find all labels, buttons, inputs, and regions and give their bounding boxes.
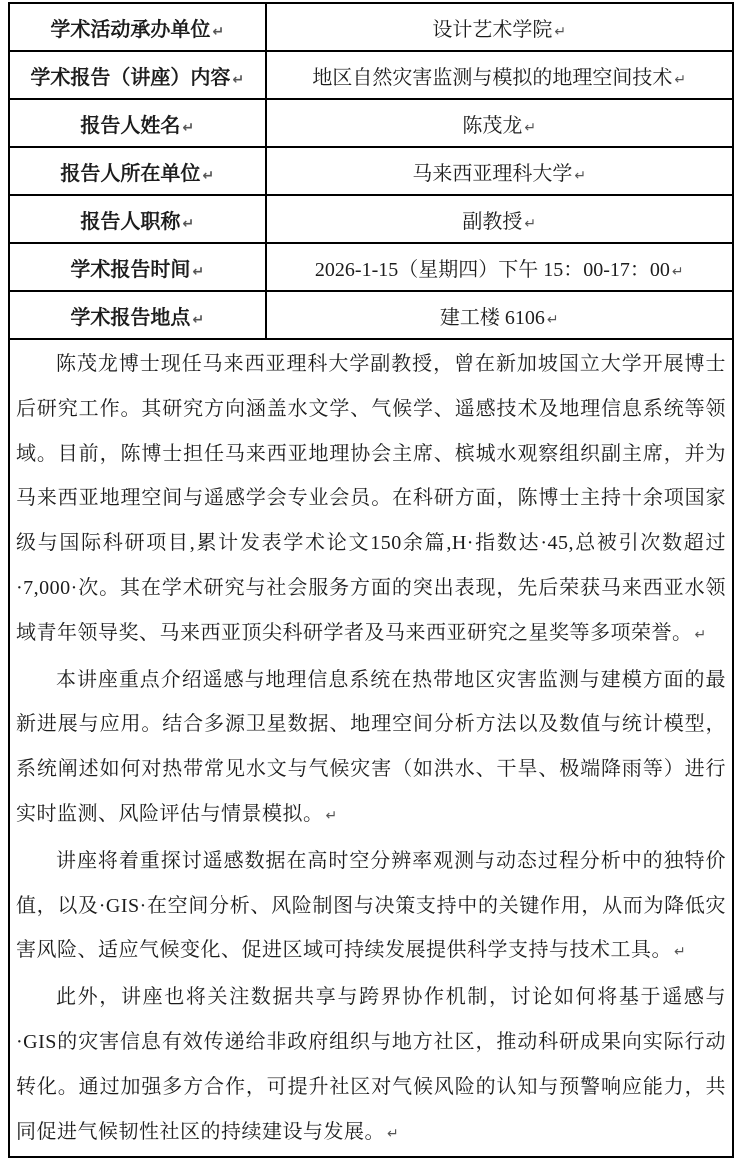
value-text: 陈茂龙 [462, 114, 523, 137]
paragraph-mark: ↵ [232, 71, 245, 88]
value-text: 马来西亚理科大学 [412, 162, 573, 185]
row-label-speaker-title [9, 195, 266, 243]
row-value-host-unit [266, 3, 733, 51]
row-value-speaker-name [266, 99, 733, 147]
value-text: 地区自然灾害监测与模拟的地理空间技术 [312, 66, 673, 89]
row-value-lecture-topic [266, 51, 733, 99]
table-row-speaker-title [9, 195, 733, 243]
lecture-collaboration-paragraph [16, 975, 726, 1156]
table-row-speaker-name [9, 99, 733, 147]
label-text: 学术报告（讲座）内容 [30, 66, 231, 89]
paragraph-mark: ↵ [694, 626, 707, 643]
label-text: 报告人姓名 [80, 114, 181, 137]
paragraph-mark: ↵ [524, 215, 537, 232]
label-text: 报告人所在单位 [60, 162, 201, 185]
paragraph-mark: ↵ [192, 311, 205, 328]
paragraph-text: 讲座将着重探讨遥感数据在高时空分辨率观测与动态过程分析中的独特价值，以及·GIS·在空间分析、风险制图与决策支持中的关键作用，从而为降低灾害风险、适应气候变化、促进区域可持续发展提供科学支持与技术工具。 [16, 849, 726, 962]
table-row-speaker-bio [9, 339, 733, 1157]
lecture-overview-paragraph [16, 658, 726, 839]
label-text: 学术报告时间 [70, 258, 191, 281]
table-row-speaker-affiliation [9, 147, 733, 195]
paragraph-mark: ↵ [182, 119, 195, 136]
paragraph-mark: ↵ [674, 71, 687, 88]
paragraph-mark: ↵ [574, 167, 587, 184]
value-text: 设计艺术学院 [432, 18, 553, 41]
label-text: 学术活动承办单位 [50, 18, 211, 41]
row-value-lecture-location [266, 291, 733, 339]
row-value-lecture-time [266, 243, 733, 291]
paragraph-mark: ↵ [202, 167, 215, 184]
row-label-lecture-location [9, 291, 266, 339]
paragraph-mark: ↵ [182, 215, 195, 232]
row-value-speaker-affiliation [266, 147, 733, 195]
row-label-lecture-topic [9, 51, 266, 99]
paragraph-mark: ↵ [192, 263, 205, 280]
paragraph-text: 本讲座重点介绍遥感与地理信息系统在热带地区灾害监测与建模方面的最新进展与应用。结合多源卫星数据、地理空间分析方法以及数值与统计模型，系统阐述如何对热带常见水文与气候灾害（如洪水、干旱、极端降雨等）进行实时监测、风险评估与情景模拟。 [16, 668, 726, 825]
lecture-info-table [8, 2, 734, 1158]
paragraph-mark: ↵ [546, 311, 559, 328]
paragraph-text: 陈茂龙博士现任马来西亚理科大学副教授，曾在新加坡国立大学开展博士后研究工作。其研究方向涵盖水文学、气候学、遥感技术及地理信息系统等领域。目前，陈博士担任马来西亚地理协会主席、槟城水观察组织副主席，并为马来西亚地理空间与遥感学会专业会员。在科研方面，陈博士主持十余项国家级与国际科研项目,累计发表学术论文150余篇,H·指数达·45,总被引次数超过·7,000·次。其在学术研究与社会服务方面的突出表现，先后荣获马来西亚水领域青年领导奖、马来西亚顶尖科研学者及马来西亚研究之星奖等多项荣誉。 [16, 353, 726, 644]
row-label-host-unit [9, 3, 266, 51]
row-label-lecture-time [9, 243, 266, 291]
row-label-speaker-name [9, 99, 266, 147]
value-text: 2026-1-15（星期四）下午 15：00-17：00 [314, 258, 670, 281]
paragraph-mark: ↵ [212, 23, 225, 40]
lecture-focus-paragraph [16, 839, 726, 975]
label-text: 学术报告地点 [70, 306, 191, 329]
table-row-lecture-location [9, 291, 733, 339]
bio-paragraph [16, 342, 726, 658]
row-value-speaker-title [266, 195, 733, 243]
row-label-speaker-affiliation [9, 147, 266, 195]
table-row-lecture-time [9, 243, 733, 291]
value-text: 建工楼 6106 [439, 306, 545, 329]
paragraph-mark: ↵ [387, 1125, 399, 1142]
paragraph-mark: ↵ [524, 119, 537, 136]
speaker-bio-cell [9, 339, 733, 1157]
paragraph-mark: ↵ [554, 23, 567, 40]
document-page [0, 2, 743, 1144]
value-text: 副教授 [462, 210, 523, 233]
label-text: 报告人职称 [80, 210, 181, 233]
paragraph-text: 此外，讲座也将关注数据共享与跨界协作机制，讨论如何将基于遥感与·GIS的灾害信息有效传递给非政府组织与地方社区，推动科研成果向实际行动转化。通过加强多方合作，可提升社区对气候风险的认知与预警响应能力，共同促进气候韧性社区的持续建设与发展。 [16, 986, 726, 1143]
table-row-lecture-topic [9, 51, 733, 99]
paragraph-mark: ↵ [325, 807, 338, 824]
paragraph-mark: ↵ [674, 944, 686, 961]
table-row-host-unit [9, 3, 733, 51]
paragraph-mark: ↵ [671, 263, 684, 280]
